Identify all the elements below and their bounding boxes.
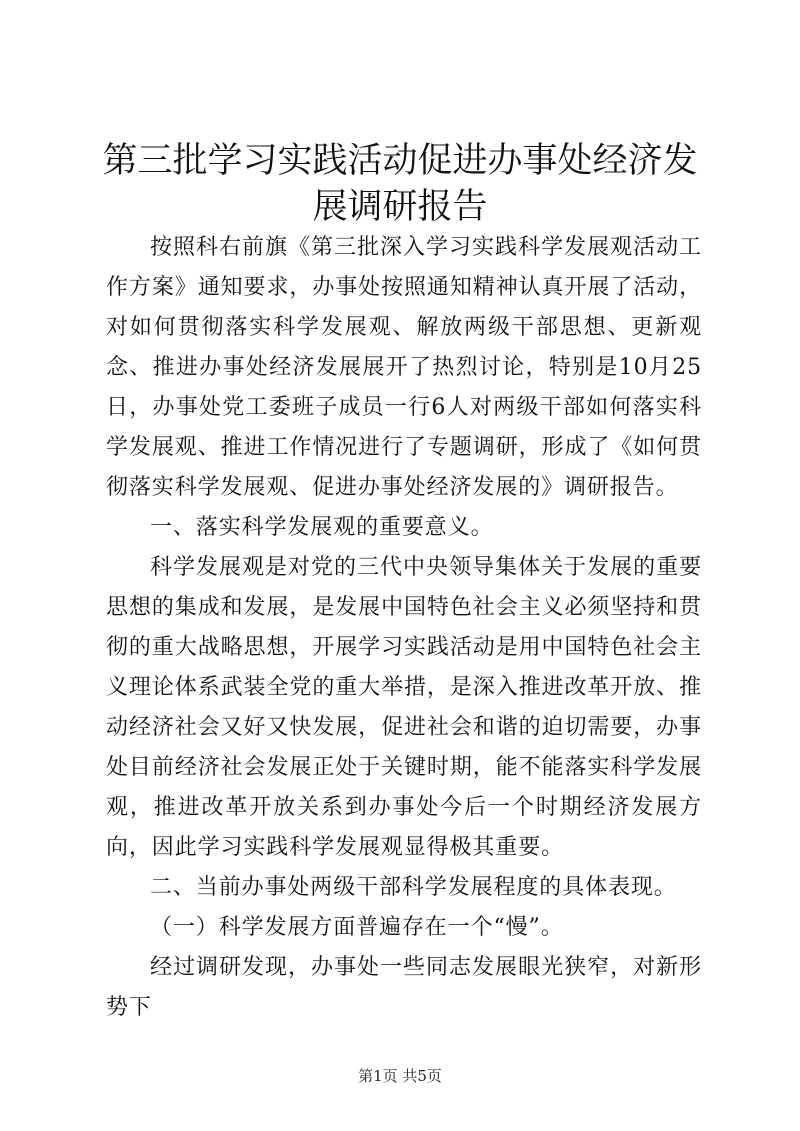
page-number-footer: 第1页 共5页	[358, 1067, 442, 1085]
paragraph-significance: 科学发展观是对党的三代中央领导集体关于发展的重要思想的集成和发展，是发展中国特色社会主义必须坚持和贯彻的重大战略思想，开展学习实践活动是用中国特色社会主义理论体系武装全党的重大举措，是深入推进改革开放、推动经济社会又好又快发展，促进社会和谐的迫切需要，办事处目前经济社会发展正处于关键时期，能不能落实科学发展观，推进改革开放关系到办事处今后一个时期经济发展方向，因此学习实践科学发展观显得极其重要。	[106, 555, 702, 860]
paragraph-intro: 按照科右前旗《第三批深入学习实践科学发展观活动工作方案》通知要求，办事处按照通知精神认真开展了活动，对如何贯彻落实科学发展观、解放两级干部思想、更新观念、推进办事处经济发展展开了热烈讨论，特别是10月25日，办事处党工委班子成员一行6人对两级干部如何落实科学发展观、推进工作情况进行了专题调研，形成了《如何贯彻落实科学发展观、促进办事处经济发展的》调研报告。	[106, 235, 702, 500]
heading-section-two: 二、当前办事处两级干部科学发展程度的具体表现。	[150, 875, 677, 900]
heading-subsection-one: （一）科学发展方面普遍存在一个“慢”。	[150, 915, 564, 940]
document-title: 第三批学习实践活动促进办事处经济发展调研报告	[102, 141, 698, 227]
paragraph-findings: 经过调研发现，办事处一些同志发展眼光狭窄，对新形势下	[106, 955, 702, 1020]
document-body	[106, 228, 702, 1028]
heading-section-one: 一、落实科学发展观的重要意义。	[150, 515, 494, 540]
